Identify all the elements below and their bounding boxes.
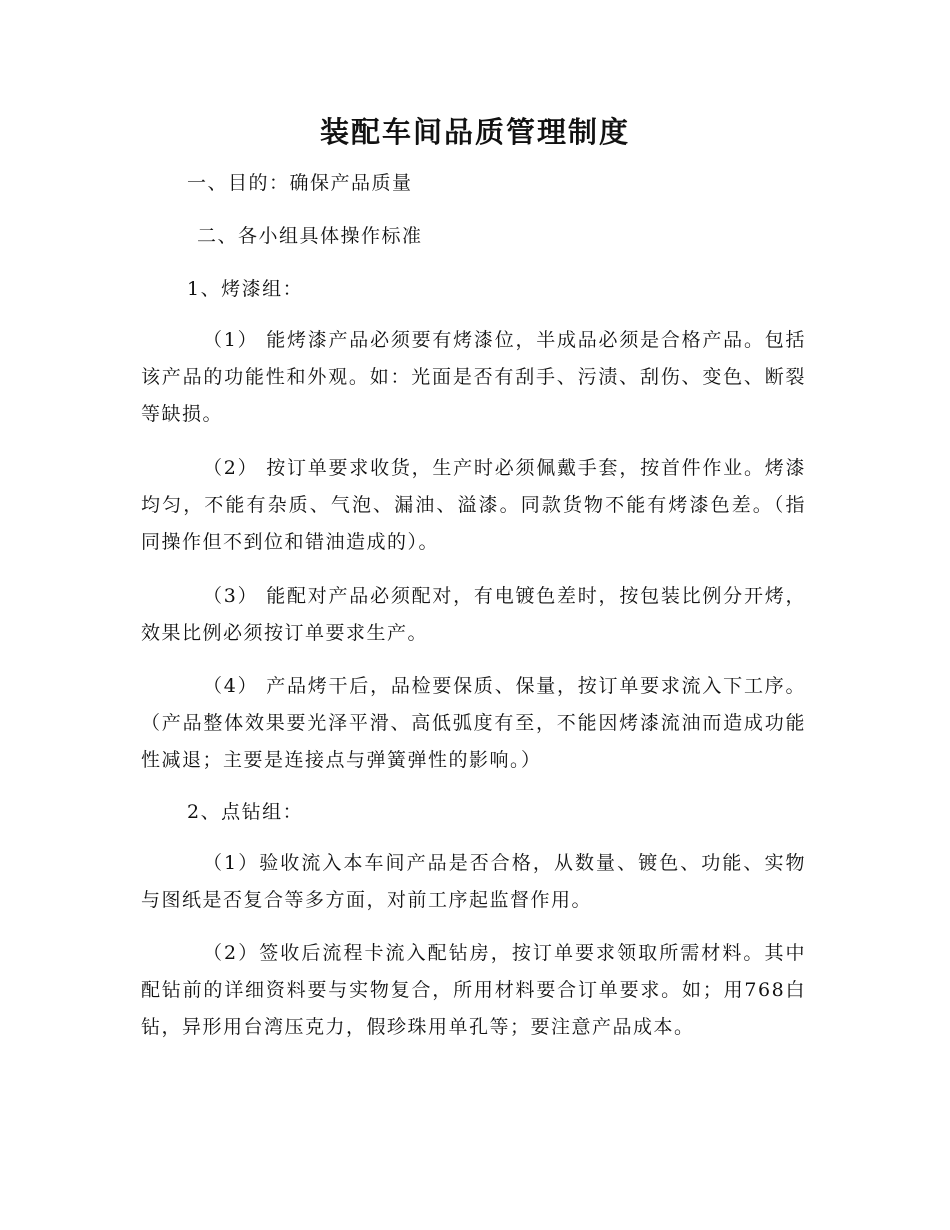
section2-heading: 二、各小组具体操作标准 xyxy=(197,225,423,247)
group1-item-4: （4） 产品烤干后，品检要保质、保量，按订单要求流入下工序。（产品整体效果要光泽平滑、高低弧度有至，不能因烤漆流油而造成功能性减退；主要是连接点与弹簧弹性的影响。） xyxy=(141,675,806,771)
group1-item-3: （3） 能配对产品必须配对，有电镀色差时，按包装比例分开烤，效果比例必须按订单要求生产。 xyxy=(141,585,806,644)
group1-item-2: （2） 按订单要求收货，生产时必须佩戴手套，按首件作业。烤漆均匀，不能有杂质、气泡、漏油、溢漆。同款货物不能有烤漆色差。（指同操作但不到位和错油造成的）。 xyxy=(141,457,806,553)
group2-item-1: （1）验收流入本车间产品是否合格，从数量、镀色、功能、实物与图纸是否复合等多方面，对前工序起监督作用。 xyxy=(141,852,806,911)
purpose-line: 一、目的：确保产品质量 xyxy=(187,172,413,194)
group2-heading: 2、点钻组： xyxy=(187,801,304,823)
group1-item-1: （1） 能烤漆产品必须要有烤漆位，半成品必须是合格产品。包括该产品的功能性和外观。如：光面是否有刮手、污渍、刮伤、变色、断裂等缺损。 xyxy=(141,329,806,425)
group2-item-2: （2）签收后流程卡流入配钻房，按订单要求领取所需材料。其中配钻前的详细资料要与实物复合，所用材料要合订单要求。如；用768白钻，异形用台湾压克力，假珍珠用单孔等；要注意产品成本。 xyxy=(141,942,806,1038)
group1-heading: 1、烤漆组： xyxy=(187,278,304,300)
document-title: 装配车间品质管理制度 xyxy=(319,115,630,149)
